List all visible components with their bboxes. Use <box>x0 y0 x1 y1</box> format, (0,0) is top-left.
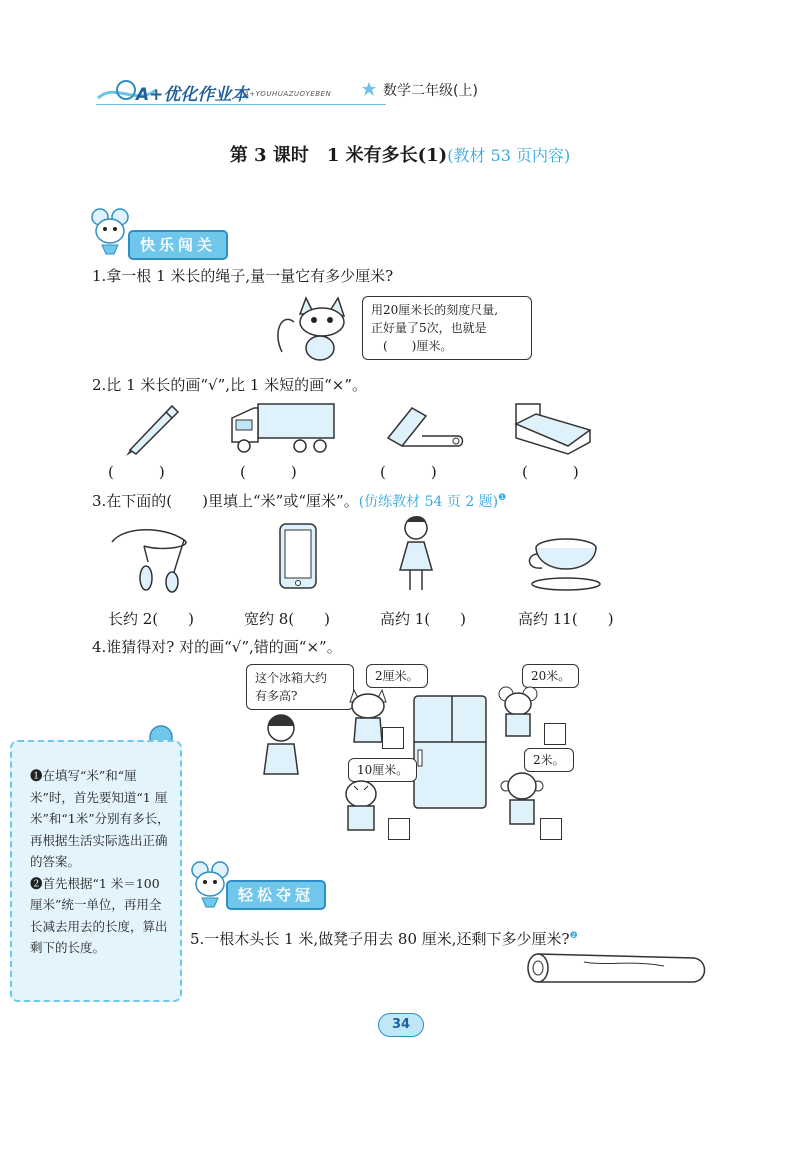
question-3 <box>92 490 506 511</box>
note-ref-1: ❶ <box>498 493 507 503</box>
question-1: 1.拿一根 1 米长的绳子,量一量它有多少厘米? <box>92 267 394 285</box>
q2-answer-1[interactable]: ( ) <box>108 463 165 481</box>
q2-answer-3[interactable]: ( ) <box>380 463 437 481</box>
lesson-title-main: 第 3 课时 1 米有多长(1) <box>229 145 448 166</box>
section-banner-win: 轻松夺冠 <box>226 880 326 910</box>
section-banner-fun: 快乐闯关 <box>128 230 228 260</box>
q3-label-3[interactable]: 高约 1( ) <box>380 610 467 628</box>
phone-icon <box>278 522 318 590</box>
q3-label-1[interactable]: 长约 2( ) <box>108 610 195 628</box>
answer-box-cat[interactable] <box>382 727 404 749</box>
mouse-mascot-icon <box>88 207 132 255</box>
bubble-line-2: 正好量了5次，也就是 <box>371 321 487 335</box>
fox-character-icon <box>272 292 356 364</box>
page-number: 34 <box>378 1013 424 1037</box>
question-4: 4.谁猜得对? 对的画“√”,错的画“×”。 <box>92 638 342 656</box>
tips-text <box>30 765 170 959</box>
answer-box-tiger[interactable] <box>388 818 410 840</box>
guess-bubble-tiger: 10厘米。 <box>348 758 417 782</box>
girl-icon <box>396 514 436 596</box>
q2-answer-2[interactable]: ( ) <box>240 463 297 481</box>
pen-icon <box>122 400 182 456</box>
q2-answer-4[interactable]: ( ) <box>522 463 579 481</box>
monkey-character-icon <box>500 768 544 828</box>
tip-1 <box>30 765 170 873</box>
mouse-character-icon <box>496 684 540 740</box>
guess-bubble-mouse: 20米。 <box>522 664 579 688</box>
tip-1-mark: ❶ <box>30 768 43 783</box>
log-icon <box>524 950 710 986</box>
q3-label-4[interactable]: 高约 11( ) <box>518 610 614 628</box>
tip-2-mark: ❷ <box>30 875 43 891</box>
question-2: 2.比 1 米长的画“√”,比 1 米短的画“×”。 <box>92 376 368 394</box>
question-3-text: 3.在下面的( )里填上“米”或“厘米”。 <box>92 492 359 510</box>
bed-icon <box>510 400 594 456</box>
girl-question-bubble <box>246 664 354 710</box>
header-rule <box>96 104 386 105</box>
girl-asking-icon <box>258 712 304 778</box>
lesson-title <box>0 141 800 167</box>
note-ref-2: ❷ <box>569 931 578 941</box>
fox-speech-bubble <box>362 296 532 360</box>
guess-bubble-cat: 2厘米。 <box>366 664 428 688</box>
answer-box-mouse[interactable] <box>544 723 566 745</box>
star-icon <box>362 82 376 96</box>
jump-rope-icon <box>104 522 204 594</box>
subject-label: 数学二年级(上) <box>383 83 478 99</box>
tip-2 <box>30 873 170 959</box>
truck-icon <box>228 398 338 458</box>
question-3-hint: (仿练教材 54 页 2 题) <box>358 494 499 510</box>
tip-2-text: 首先根据“1 米＝100 厘米”统一单位，再用全长减去用去的长度，算出剩下的长度。 <box>30 875 168 955</box>
question-5-text: 5.一根木头长 1 米,做凳子用去 80 厘米,还剩下多少厘米? <box>190 930 570 948</box>
question-5 <box>190 928 578 949</box>
cup-icon <box>526 536 606 592</box>
pencil-sharpener-icon <box>382 402 466 456</box>
bubble-line-1: 用20厘米长的刻度尺量, <box>371 303 499 317</box>
guess-bubble-monkey: 2米。 <box>524 748 574 772</box>
girl-question-line-2: 有多高? <box>255 689 298 703</box>
brand-title: A+优化作业本 <box>136 85 249 105</box>
tip-1-text: 在填写“米”和“厘米”时，首先要知道“1 厘米”和“1米”分别有多长，再根据生活实际选出正确的答案。 <box>30 768 170 869</box>
girl-question-line-1: 这个冰箱大约 <box>255 671 328 685</box>
lesson-title-source: (教材 53 页内容) <box>447 146 571 165</box>
q3-label-2[interactable]: 宽约 8( ) <box>244 610 331 628</box>
fridge-icon <box>412 694 488 810</box>
answer-box-monkey[interactable] <box>540 818 562 840</box>
brand-subtitle: A+YOUHUAZUOYEBEN <box>244 90 332 98</box>
bubble-line-3[interactable]: ( )厘米。 <box>383 339 453 353</box>
tiger-character-icon <box>340 776 382 834</box>
